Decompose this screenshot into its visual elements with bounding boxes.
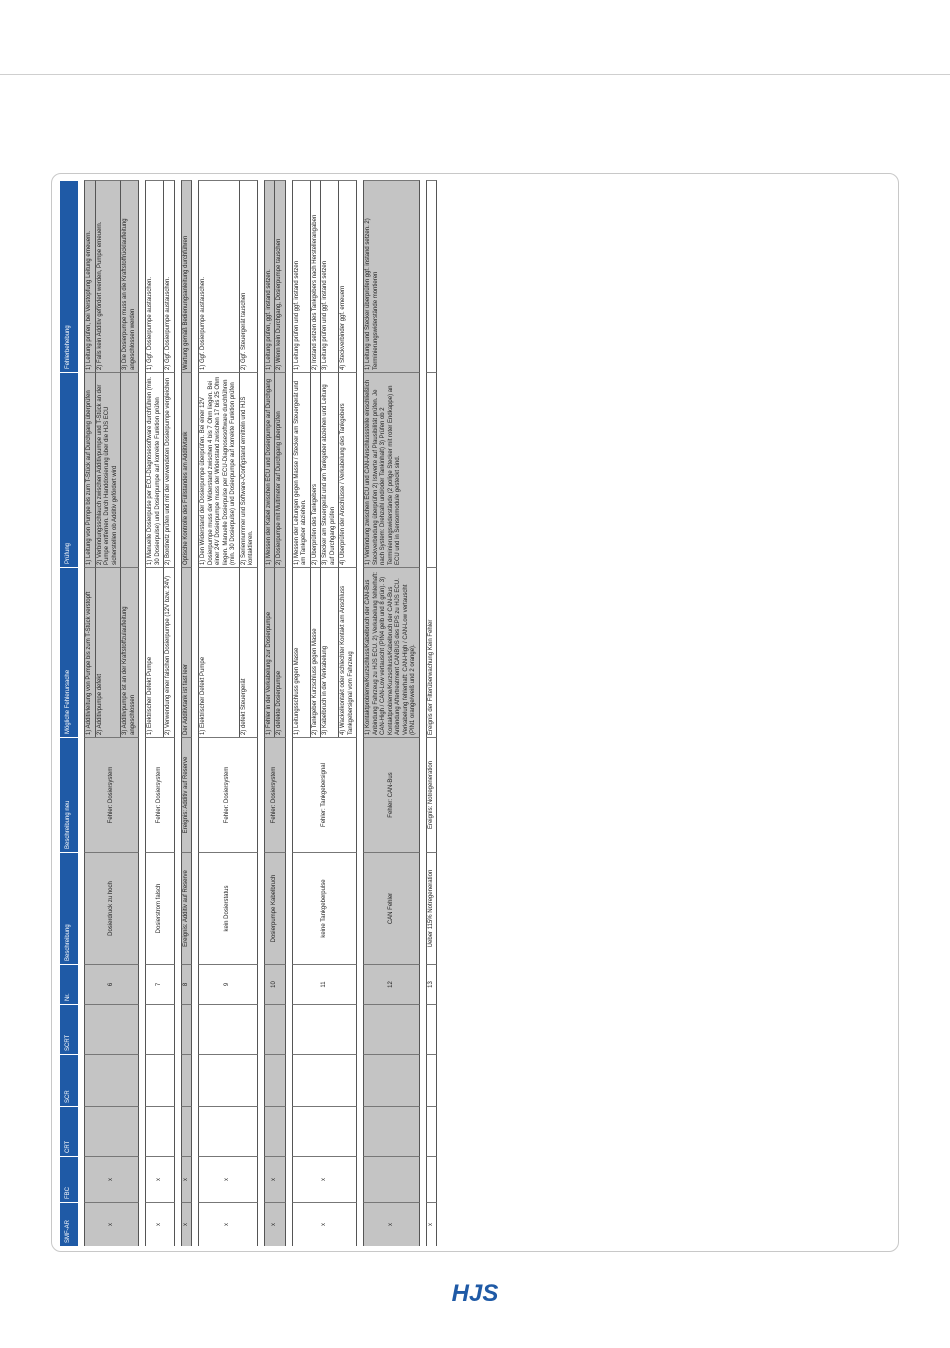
group-cell: Fehler: Dosiersystem xyxy=(198,737,258,852)
group-cell: Fehler: Dosiersystem xyxy=(84,737,139,852)
detail-cell: 3) Kabelbruch in der Verkabelung xyxy=(321,567,339,737)
detail-cell: 2) Dosierpumpe mit Multimeter auf Durchgang überprüfen xyxy=(275,372,286,567)
table-row xyxy=(84,180,96,1246)
detail-cell: Wartung gemäß Bedienungsanleitung durchführen xyxy=(181,180,193,372)
group-cell: Ueber 115% Notregeneration xyxy=(426,852,438,964)
table-row xyxy=(292,180,311,1246)
detail-cell: Optische Kontrolle des Füllstandes am Additivtank xyxy=(181,372,193,567)
detail-cell: 1) Elektrischer Defekt Pumpe xyxy=(145,567,164,737)
detail-cell: 1) Verbindung zwischen ECU und CAN-Anschlussstelle einschließlich Steckverbindung überprüfen 2) Istwerte auf Plausibilität prüfen. Je nach System: Drehzahl und/oder Tankinhalt) 3) Prüfen ob 2 Terminierungswiderstände (2 polige Stecker mit roter Endkappe) an ECU und in Sensormodule gesteckt sind. xyxy=(363,372,420,567)
detail-cell xyxy=(426,180,438,372)
header-cell: SCRT xyxy=(60,1004,78,1054)
group-cell xyxy=(84,1106,139,1156)
group-cell xyxy=(181,1004,193,1054)
table-header-row xyxy=(60,180,78,1246)
group-cell xyxy=(145,1054,175,1106)
header-cell: SCR xyxy=(60,1054,78,1106)
group-cell: kein Dosierstatus xyxy=(198,852,258,964)
group-cell: x xyxy=(426,1202,438,1246)
header-cell: Mögliche Fehlerursache xyxy=(60,567,78,737)
header-cell: Nr. xyxy=(60,964,78,1004)
detail-cell: 1) Leitung und Stecker überprüfen ggf. instand setzen. 2) Terminierungswiderstände montieren xyxy=(363,180,420,372)
group-cell xyxy=(181,1106,193,1156)
detail-cell: 1) Ggf. Dosierpumpe austauschen. xyxy=(198,180,240,372)
group-cell xyxy=(264,1004,286,1054)
group-cell xyxy=(426,1054,438,1106)
logo-text: HJS xyxy=(451,1280,499,1304)
detail-cell: 4) Steckverbinder ggf. erneuern xyxy=(339,180,357,372)
error-table xyxy=(60,180,437,1246)
group-cell: Ereignis: Notregeneration xyxy=(426,737,438,852)
group-cell: 6 xyxy=(84,964,139,1004)
group-cell: x xyxy=(363,1202,420,1246)
detail-cell: 1) Leitung prüfen und ggf. instand setzen xyxy=(292,180,311,372)
detail-cell: 1) Leitungsschluss gegen Masse xyxy=(292,567,311,737)
group-cell xyxy=(426,1004,438,1054)
detail-cell: 1) Den Widerstand der Dosierpumpe überprüfen. Bei einer 12V Dosierpumpe muss der Widerstand zwischen 4 bis 7 Ohm liegen. Bei einer 24V Dosierpumpe muss der Widerstand zwischen 17 bis 25 Ohm liegen. Manuelle Dosierpulse per ECU-Diagnosesoftware durchführen (min. 30 Dosierpulse) und Dosierpumpe auf korrekte Funktion prüfen xyxy=(198,372,240,567)
group-cell: x xyxy=(84,1202,139,1246)
detail-cell: 1) Leitung prüfen, bei Verstopfung Leitung erneuern. xyxy=(84,180,96,372)
table-row xyxy=(181,180,193,1246)
group-cell xyxy=(84,1054,139,1106)
header-cell: Beschreibung xyxy=(60,852,78,964)
group-cell xyxy=(264,1054,286,1106)
group-cell xyxy=(198,1054,258,1106)
table-row xyxy=(198,180,240,1246)
group-cell: Dosierpumpe Kabelbruch xyxy=(264,852,286,964)
detail-cell: 1) Messen der Leitungen gegen Masse / Stecker am Steuergerät und am Tankgeber abziehen. xyxy=(292,372,311,567)
group-cell: Fehler: Dosiersystem xyxy=(145,737,175,852)
detail-cell: 2) Ggf. Dosierpumpe austauschen. xyxy=(164,180,175,372)
detail-cell: 2) defekt Steuergerät xyxy=(240,567,258,737)
group-cell: x xyxy=(198,1156,258,1202)
group-cell: 12 xyxy=(363,964,420,1004)
group-cell: x xyxy=(292,1156,358,1202)
group-cell: Ereignis: Additiv auf Reserve xyxy=(181,852,193,964)
group-cell: 8 xyxy=(181,964,193,1004)
detail-cell: 1) Additivleitung von Pumpe bis zum T-Stück verstopft xyxy=(84,567,96,737)
header-cell: FBC xyxy=(60,1156,78,1202)
detail-cell: 4) Überprüfen der Anschlüsse / Verkabelung des Tankgebers xyxy=(339,372,357,567)
group-cell: Fehler: CAN-Bus xyxy=(363,737,420,852)
table-row xyxy=(264,180,276,1246)
group-cell xyxy=(181,1054,193,1106)
detail-cell: 2) Tankgeber Kurzschluss gegen Masse xyxy=(311,567,322,737)
detail-cell: 2) Überprüfen des Tankgebers xyxy=(311,372,322,567)
header-cell: Prüfung xyxy=(60,372,78,567)
header-cell: CRT xyxy=(60,1106,78,1156)
group-cell xyxy=(292,1106,358,1156)
detail-cell: 1) Fehler in der Verkabelung zur Dosierpumpe xyxy=(264,567,276,737)
group-cell xyxy=(363,1106,420,1156)
group-cell: keine Tankgeberpulse xyxy=(292,852,358,964)
error-table-rotated xyxy=(60,180,720,1246)
top-divider xyxy=(0,74,950,75)
group-cell: x xyxy=(198,1202,258,1246)
group-cell xyxy=(363,1054,420,1106)
detail-cell: 2) Falls kein Additiv gefördert werden, Pumpe erneuern. xyxy=(96,180,122,372)
table-row xyxy=(363,180,420,1246)
detail-cell: 2) Instand setzen des Tankgebers nach Herstellerangaben xyxy=(311,180,322,372)
group-cell: x xyxy=(84,1156,139,1202)
group-cell xyxy=(292,1004,358,1054)
detail-cell: 1) Kontaktprobleme/Kurzschluss/Kabelbruch der CAN-Bus Anbindung Fahrzeug zu HJS ECU. 2) Verkabelung fehlerhaft: CAN-High / CAN-Low vertauscht (PIN4 gelb und 8 grün). 3) Kontaktprobleme/Kurzschluss/Kabelbruch der CAN-Bus Anbindung Aftertreatment CANBUS des EPS zu HJS ECU. Verkabelung fehlerhaft: CAN-High / CAN-Low vertauscht (PIN1 orange/weiß und 2 orange). xyxy=(363,567,420,737)
detail-cell: 2) defekte Dosierpumpe xyxy=(275,567,286,737)
group-cell: x xyxy=(292,1202,358,1246)
group-cell xyxy=(264,1106,286,1156)
group-cell xyxy=(426,1156,438,1202)
group-cell: Dosierstrom falsch xyxy=(145,852,175,964)
group-cell: Fehler: Dosiersystem xyxy=(264,737,286,852)
group-cell: x xyxy=(145,1156,175,1202)
group-cell: CAN Fehler xyxy=(363,852,420,964)
detail-cell: 2) Additivpumpe defekt xyxy=(96,567,122,737)
detail-cell: 2) Ggf. Steuergerät tauschen xyxy=(240,180,258,372)
group-cell: 11 xyxy=(292,964,358,1004)
group-cell: 13 xyxy=(426,964,438,1004)
group-cell: x xyxy=(264,1202,286,1246)
group-cell: 7 xyxy=(145,964,175,1004)
group-cell: 9 xyxy=(198,964,258,1004)
detail-cell: 1) Messen der Kabel zwischen ECU und Dosierpumpe auf Durchgang xyxy=(264,372,276,567)
detail-cell: Ereignis der Filterüberwachung Kein Fehler xyxy=(426,567,438,737)
group-cell xyxy=(145,1004,175,1054)
header-cell: Beschreibung neu xyxy=(60,737,78,852)
group-cell: Dosierdruck zu hoch xyxy=(84,852,139,964)
group-cell xyxy=(198,1004,258,1054)
detail-cell: 1) Leitung von Pumpe bis zum T-Stück auf Durchgang überprüfen xyxy=(84,372,96,567)
header-cell: SMF-AR xyxy=(60,1202,78,1246)
detail-cell: 2) Bordnetz prüfen und mit der verwendeten Dosierpumpe vergleichen xyxy=(164,372,175,567)
table-row xyxy=(145,180,164,1246)
group-cell xyxy=(198,1106,258,1156)
group-cell: Ereignis: Additiv auf Reserve xyxy=(181,737,193,852)
group-cell: x xyxy=(181,1202,193,1246)
detail-cell: 1) Elektrischer Defekt Pumpe xyxy=(198,567,240,737)
detail-cell: 3) Leitung prüfen und ggf. instand setzen xyxy=(321,180,339,372)
detail-cell: 2) Verwendung einer falschen Dosierpumpe (12V bzw. 24V) xyxy=(164,567,175,737)
detail-cell: 2) Wenn kein Durchgang, Dosierpumpe tauschen xyxy=(275,180,286,372)
group-cell xyxy=(145,1106,175,1156)
detail-cell: 1) Manuelle Dosierpulse per ECU-Diagnosesoftware durchführen (min. 30 Dosierpulse) und Dosierpumpe auf korrekte Funktion prüfen xyxy=(145,372,164,567)
group-cell xyxy=(363,1156,420,1202)
hjs-logo xyxy=(432,1280,518,1304)
group-cell xyxy=(426,1106,438,1156)
detail-cell: 1) Ggf. Dosierpumpe austauschen. xyxy=(145,180,164,372)
group-cell: x xyxy=(181,1156,193,1202)
detail-cell: 4) Wackelkontakt oder schlechter Kontakt am Anschluss Tankgebersignal vom Fahrzeug xyxy=(339,567,357,737)
detail-cell: 3) Stecker am Steuergerät und am Tankgeber abziehen und Leitung auf Durchgang prüfen xyxy=(321,372,339,567)
group-cell: 10 xyxy=(264,964,286,1004)
detail-cell: Der Additivtank ist fast leer xyxy=(181,567,193,737)
detail-cell: 2) Verbindungsschlauch zwischen Additivpumpe und T-Stück an der Pumpe entfernen. Durch Handdosierung über die HJS ECU sicherstellen ob Additiv gefördert wird xyxy=(96,372,122,567)
detail-cell: 1) Leitung prüfen, ggf. instand setzen. xyxy=(264,180,276,372)
detail-cell: 2) Seriennummer und Software-/Configstand ermitteln und HJS kontaktieren. xyxy=(240,372,258,567)
detail-cell: 3) Additivpumpe ist an der Kraftstoffzulaufleitung angeschlossen xyxy=(121,567,139,737)
group-cell xyxy=(292,1054,358,1106)
group-cell xyxy=(84,1004,139,1054)
table-row xyxy=(426,180,438,1246)
group-cell xyxy=(363,1004,420,1054)
header-cell: Fehlerbehebung xyxy=(60,180,78,372)
detail-cell xyxy=(426,372,438,567)
group-cell: Fehler: Tankgebersignal xyxy=(292,737,358,852)
detail-cell xyxy=(121,372,139,567)
group-cell: x xyxy=(264,1156,286,1202)
detail-cell: 3) Die Dosierpumpe muss an die Kraftstoffrücklaufleitung angeschlossen werden xyxy=(121,180,139,372)
group-cell: x xyxy=(145,1202,175,1246)
